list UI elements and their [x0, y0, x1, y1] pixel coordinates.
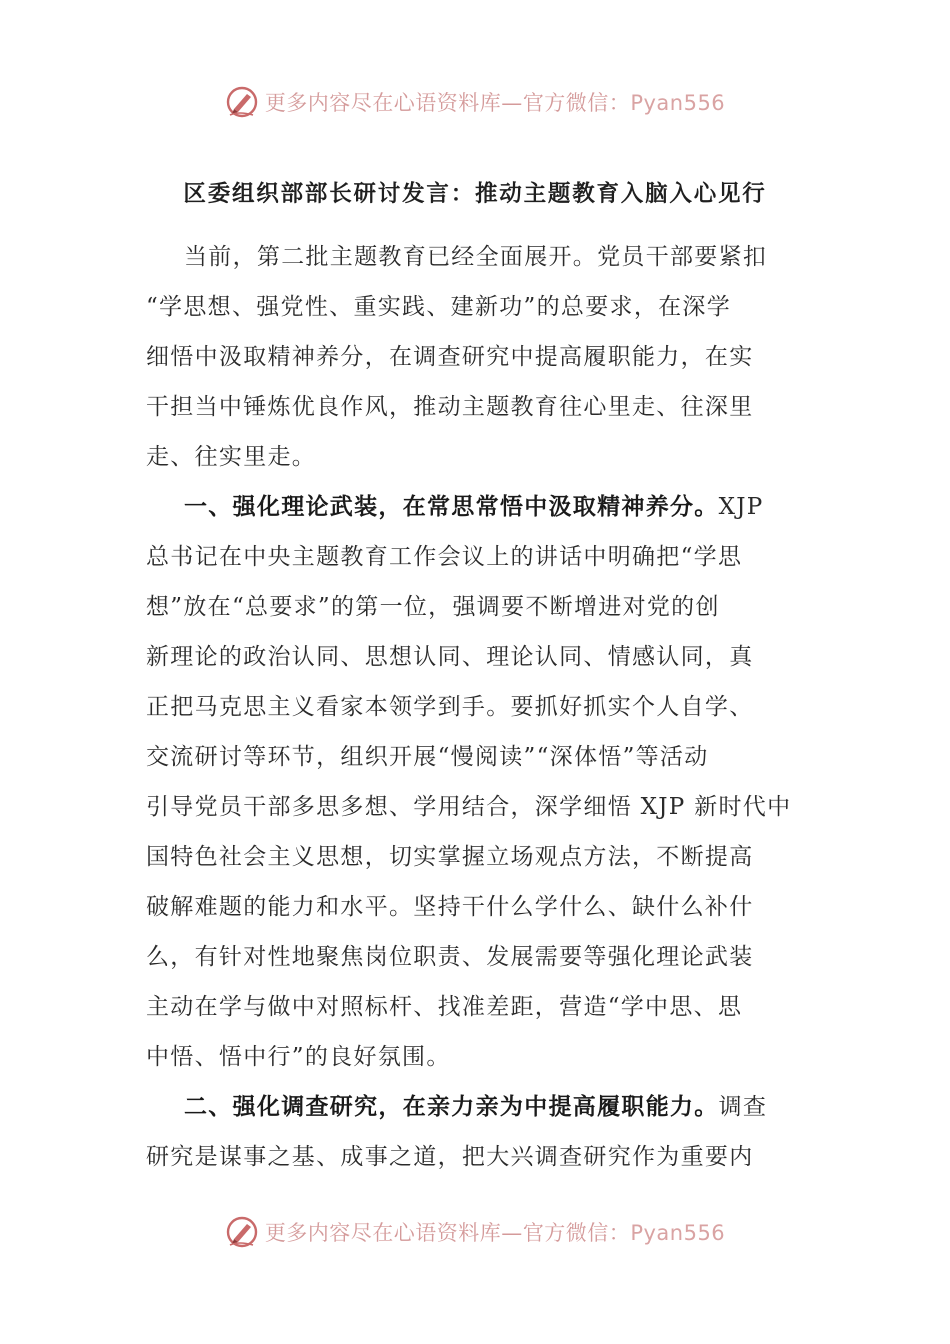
pen-logo-icon [225, 85, 259, 119]
p2-line-2: 总书记在中央主题教育工作会议上的讲话中明确把“学思 [146, 544, 743, 570]
section-2-heading: 二、强化调查研究，在亲力亲为中提高履职能力。 [184, 1093, 719, 1120]
p2-line-12: 中悟、悟中行”的良好氛围。 [146, 1044, 451, 1070]
p2-line-5: 正把马克思主义看家本领学到手。要抓好抓实个人自学、 [146, 694, 754, 720]
p2-line-9: 破解难题的能力和水平。坚持干什么学什么、缺什么补什 [146, 894, 754, 920]
p1-line-1: 当前，第二批主题教育已经全面展开。党员干部要紧扣 [184, 244, 768, 270]
p2-line-10: 么，有针对性地聚焦岗位职责、发展需要等强化理论武装 [146, 944, 754, 970]
pen-logo-icon [225, 1215, 259, 1249]
p1-line-4: 干担当中锤炼优良作风，推动主题教育往心里走、往深里 [146, 394, 754, 420]
banner-text-id: Pyan556 [630, 1221, 726, 1245]
banner-text-wechat: 官方微信： [522, 91, 631, 115]
p3-line-2: 研究是谋事之基、成事之道，把大兴调查研究作为重要内 [146, 1144, 754, 1170]
p2-line-1-rest: XJP [718, 494, 764, 520]
p3-line-1 [146, 1082, 806, 1132]
p2-line-7: 引导党员干部多思多想、学用结合，深学细悟 XJP 新时代中 [146, 794, 792, 820]
p2-line-6: 交流研讨等环节，组织开展“慢阅读”“深体悟”等活动 [146, 744, 709, 770]
banner-text [265, 1217, 725, 1247]
banner-text-cn: 更多内容尽在心语资料库— [264, 91, 523, 115]
document-title: 区委组织部部长研讨发言：推动主题教育入脑入心见行 [183, 181, 767, 207]
p2-line-11: 主动在学与做中对照标杆、找准差距，营造“学中思、思 [146, 994, 743, 1020]
p2-line-8: 国特色社会主义思想，切实掌握立场观点方法，不断提高 [146, 844, 754, 870]
p1-line-2: “学思想、强党性、重实践、建新功”的总要求，在深学 [146, 294, 732, 320]
p2-line-1 [146, 482, 806, 532]
header-banner [0, 82, 950, 122]
section-1-heading: 一、强化理论武装，在常思常悟中汲取精神养分。 [184, 493, 719, 520]
p3-line-1-rest: 调查 [718, 1094, 768, 1120]
p1-line-3: 细悟中汲取精神养分，在调查研究中提高履职能力，在实 [146, 344, 754, 370]
banner-text [265, 87, 725, 117]
banner-text-cn: 更多内容尽在心语资料库— [264, 1221, 523, 1245]
p2-line-3: 想”放在“总要求”的第一位，强调要不断增进对党的创 [146, 594, 720, 620]
banner-text-wechat: 官方微信： [522, 1221, 631, 1245]
p1-line-5: 走、往实里走。 [146, 444, 317, 470]
banner-text-id: Pyan556 [630, 91, 726, 115]
footer-banner [0, 1212, 950, 1252]
p2-line-4: 新理论的政治认同、思想认同、理论认同、情感认同，真 [146, 644, 754, 670]
document-body [146, 232, 806, 1182]
